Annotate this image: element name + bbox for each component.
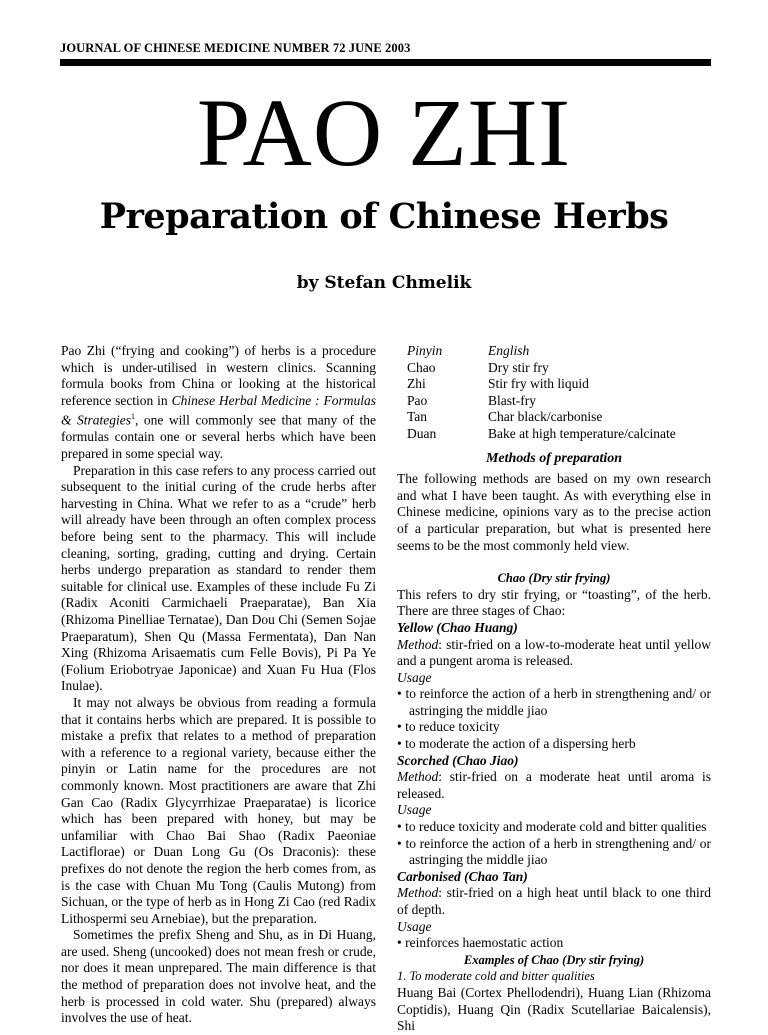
terms-header-row	[407, 343, 676, 360]
methods-heading: Methods of preparation	[485, 450, 623, 466]
term-english: Blast-fry	[488, 392, 536, 408]
yellow-method	[397, 637, 711, 670]
list-item: • to reduce toxicity and moderate cold and bitter qualities	[397, 819, 707, 835]
carbonised-method	[397, 885, 711, 918]
yellow-title: Yellow (Chao Huang)	[397, 619, 518, 635]
term-english: Dry stir fry	[488, 359, 549, 375]
table-row	[407, 360, 676, 377]
journal-line: JOURNAL OF CHINESE MEDICINE NUMBER 72 JUNE 2003	[60, 41, 411, 55]
examples-heading: Examples of Chao (Dry stir frying)	[463, 952, 645, 967]
term-pinyin: Pao	[407, 392, 428, 408]
paragraph-prefixes: It may not always be obvious from reading a formula that it contains herbs which are prepared. It is possible to mistake a prefix that relates to a method of preparation with a reference to a regional variety, because either the pinyin or Latin name for the procedures are not commonly known. Most practitioners are aware that Zhi Gan Cao (Radix Glycyrrhizae Praeparatae) is licorice which has been prepared with honey, but may be unfamiliar with Chao Bai Shao (Radix Paeoniae Lactiflorae) or Duan Long Gu (Os Draconis): these prefixes do not denote the region the herb comes from, as is the case with Chuan Mu Tong (Caulis Mutong) from Sichuan, or the type of herb as in Hong Zi Cao (red Radix Lithospermi seu Arnebiae), but the preparation.	[61, 694, 376, 926]
scorched-method	[397, 769, 711, 802]
method-text: : stir-fried on a high heat until black to one third of depth.	[397, 885, 711, 917]
table-row	[407, 376, 676, 393]
chao-intro: This refers to dry stir frying, or “toasting”, of the herb. There are three stages of Chao:	[397, 586, 711, 619]
term-pinyin: Chao	[407, 359, 436, 375]
usage-label: Usage	[397, 918, 432, 934]
terms-table	[407, 343, 676, 443]
table-row	[407, 409, 676, 426]
table-row	[407, 426, 676, 443]
journal-header	[60, 40, 710, 56]
usage-label: Usage	[397, 802, 432, 818]
list-item: • to reinforce the action of a herb in strengthening and/ or astringing the middle jiao	[397, 835, 711, 868]
method-label: Method	[397, 769, 439, 785]
intro-text: Pao Zhi (“frying and cooking”) of herbs is a procedure which is under-utilised in western clinics. Scanning formula books from China or looking at the historical reference section in	[61, 343, 376, 408]
term-english: Char black/carbonise	[488, 409, 603, 425]
list-item: • to reinforce the action of a herb in strengthening and/ or astringing the middle jiao	[397, 686, 711, 718]
right-column	[397, 343, 711, 1035]
scorched-title: Scorched (Chao Jiao)	[397, 752, 519, 768]
intro-text-end: , one will commonly see that many of the formulas contain one or several herbs which have been prepared in some special way.	[61, 412, 376, 462]
examples-text: Huang Bai (Cortex Phellodendri), Huang Lian (Rhizoma Coptidis), Huang Qin (Radix Scutellariae Baicalensis), Shi	[397, 984, 711, 1034]
article-subtitle: Preparation of Chinese Herbs	[99, 196, 669, 237]
article-title: PAO ZHI	[196, 79, 572, 186]
term-pinyin: Zhi	[407, 376, 426, 392]
method-label: Method	[397, 636, 439, 652]
method-text: : stir-fried on a low-to-moderate heat until yellow and a pungent aroma is released.	[397, 636, 711, 669]
term-pinyin: Duan	[407, 425, 437, 441]
method-label: Method	[397, 885, 439, 901]
carbonised-title: Carbonised (Chao Tan)	[397, 868, 528, 884]
footnote-marker: 1	[131, 412, 136, 422]
term-english: Stir fry with liquid	[488, 376, 589, 392]
methods-paragraph: The following methods are based on my own research and what I have been taught. As with everything else in Chinese medicine, opinions vary as to the precise action of a particular preparation, but what is presented here seems to be the most commonly held view.	[397, 471, 711, 553]
list-item: • to reduce toxicity	[397, 719, 500, 735]
method-text: : stir-fried on a moderate heat until aroma is released.	[397, 769, 711, 801]
paragraph-intro	[61, 343, 376, 463]
chao-heading: Chao (Dry stir frying)	[497, 571, 611, 586]
term-english: Bake at high temperature/calcinate	[488, 425, 676, 441]
paragraph-sheng-shu: Sometimes the prefix Sheng and Shu, as in Di Huang, are used. Sheng (uncooked) does not mean fresh or crude, nor does it mean unprepared. The main difference is that the method of preparation does not involve heat, and the herb is processed in cold water. Shu (prepared) always involves the use of heat.	[61, 927, 376, 1026]
terms-header-pinyin: Pinyin	[407, 343, 443, 358]
terms-header-english: English	[488, 343, 530, 358]
usage-label: Usage	[397, 669, 432, 685]
paragraph-preparation: Preparation in this case refers to any process carried out subsequent to the initial curing of the crude herbs after harvesting in China. What we refer to as a “crude” herb will already have been through an often complex process before being sent to the pharmacy. This will include cleaning, sorting, grading, cutting and drying. Certain herbs undergo preparation as standard to render them suitable for clinical use. Examples of these include Fu Zi (Radix Aconiti Carmichaeli Praeparatae), Ban Xia (Rhizoma Pinelliae Ternatae), Dan Dou Chi (Semen Sojae Praeparatum), Shen Qu (Massa Fermentata), Dan Nan Xing (Rhizoma Arisaematis cum Felle Bovis), Pi Pa Ye (Folium Eriobotryae Japonicae) and Xuan Fu Hua (Flos Inulae).	[61, 462, 376, 694]
examples-subheading: 1. To moderate cold and bitter qualities	[397, 969, 595, 984]
table-row	[407, 393, 676, 410]
list-item: • to moderate the action of a dispersing herb	[397, 736, 636, 752]
list-item: • reinforces haemostatic action	[397, 935, 564, 951]
term-pinyin: Tan	[407, 409, 428, 425]
article-byline: by Stefan Chmelik	[296, 273, 472, 293]
reference-title: Chinese Herbal Medicine : Formulas & Strategies	[61, 392, 377, 428]
left-column	[61, 343, 376, 1027]
header-rule	[60, 59, 711, 66]
